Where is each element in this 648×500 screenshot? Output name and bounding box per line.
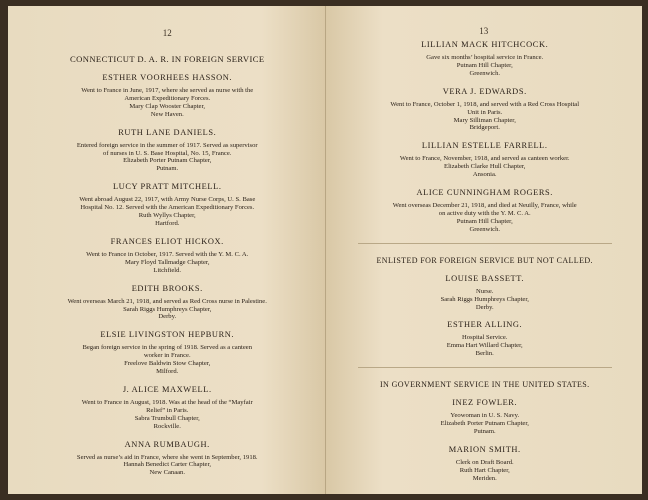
entry-text-line: Clerk on Draft Board. [455,458,514,466]
member-name: LILLIAN MACK HITCHCOCK. [421,40,549,49]
left-page [8,6,326,494]
entry-text-line: Rockville. [153,422,181,430]
entry-text-line: Gave six months’ hospital service in France. [426,54,544,61]
entry-text-line: Elizabeth Clarke Hull Chapter, [444,163,526,171]
member-entry [348,445,623,483]
right-page [326,6,643,494]
section-heading: IN GOVERNMENT SERVICE IN THE UNITED STATES. [379,380,590,390]
entry-text-line: Began foreign service in the spring of 1918. Served as a canteen [82,344,253,352]
entry-text-line: Greenwich. [469,69,501,77]
entry-text-line: Ruth Hart Chapter, [459,466,510,474]
member-entry [348,320,623,358]
member-name: VERA J. EDWARDS. [442,86,527,96]
entry-text-line: Went overseas December 21, 1918, and died at Neuilly, France, while [392,202,577,210]
page-heading: CONNECTICUT D. A. R. IN FOREIGN SERVICE [69,54,265,64]
member-name: INEZ FOWLER. [452,398,518,408]
entry-text-line: American Expeditionary Forces. [124,94,211,102]
entry-text-line: Milford. [156,368,179,376]
entry-text-line: Sarah Riggs Humphreys Chapter, [440,295,529,303]
book-spread [8,6,642,494]
entry-list [348,274,623,358]
entry-text-line: Mary Silliman Chapter, [453,116,516,124]
entry-text-line: Went to France in August, 1918. Was at the head of the “Mayfair [81,398,253,406]
entry-text-line: Putnam Hill Chapter, [456,61,513,69]
page-number: 12 [162,28,172,38]
entry-text-line: Went to France in October, 1917. Served with the Y. M. C. A. [86,250,249,258]
member-entry [30,128,305,174]
entry-text-line: Went to France, November, 1918, and served as canteen worker. [399,155,570,163]
divider [358,367,613,368]
entry-text-line: New Haven. [150,110,184,118]
entry-text-line: on active duty with the Y. M. C. A. [438,209,531,217]
entry-text-line: Mary Floyd Tallmadge Chapter, [125,258,210,266]
entry-text-line: Sarah Riggs Humphreys Chapter, [123,305,212,313]
member-entry [30,385,305,431]
entry-list [348,398,623,482]
entry-text-line: Emma Hart Willard Chapter, [446,342,523,350]
entry-text-line: Served as nurse’s aid in France, where she went in September, 1918. [76,453,258,461]
member-name: ESTHER ALLING. [447,320,523,330]
entry-text-line: Bridgeport. [469,124,500,132]
entry-text-line: Putnam. [473,427,496,435]
member-name: ELSIE LIVINGSTON HEPBURN. [100,330,235,340]
entry-text-line: Elizabeth Porter Putnam Chapter, [123,157,212,165]
member-entry [348,188,623,234]
entry-text-line: Sabra Trumbull Chapter, [134,414,200,422]
member-entry [30,284,305,322]
member-name: FRANCES ELIOT HICKOX. [110,236,224,246]
entry-text-line: Yeowoman in U. S. Navy. [450,412,520,420]
entry-text-line: Nurse. [476,287,494,295]
entry-text-line: Derby. [475,303,494,311]
member-entry [30,182,305,228]
member-name: ANNA RUMBAUGH. [124,439,210,449]
member-entry [348,40,623,78]
member-name: LOUISE BASSETT. [445,273,525,283]
member-entry [348,87,623,133]
entry-text-line: Litchfield. [153,266,182,274]
entry-text-line: New Canaan. [149,469,186,477]
member-name: J. ALICE MAXWELL. [122,384,212,394]
entry-text-line: of nurses in U. S. Base Hospital, No. 15, France. [103,149,232,157]
entry-text-line: Elizabeth Porter Putnam Chapter, [440,420,529,428]
entry-text-line: Putnam. [156,165,179,173]
member-entry [348,141,623,179]
member-name: ALICE CUNNINGHAM ROGERS. [416,188,554,198]
entry-text-line: worker in France. [143,352,191,360]
entry-text-line: Went abroad August 22, 1917, with Army Nurse Corps, U. S. Base [79,196,256,204]
member-entry [30,237,305,275]
entry-text-line: Berlin. [475,350,494,358]
entry-text-line: Entered foreign service in the summer of 1917. Served as supervisor [76,141,258,149]
entry-text-line: Hannah Benedict Carter Chapter, [123,461,212,469]
entry-text-line: Went to France in June, 1917, where she served as nurse with the [81,87,254,94]
page-number: 13 [479,26,489,36]
entry-text-line: Greenwich. [469,225,501,233]
member-name: LUCY PRATT MITCHELL. [112,182,222,192]
entry-text-line: Unit in Paris. [467,108,503,116]
entry-text-line: Ruth Wyllys Chapter, [138,212,196,220]
entry-text-line: Relief” in Paris. [146,406,189,414]
member-entry [30,440,305,478]
entry-text-line: Hartford. [155,219,180,227]
entry-text-line: Freelove Baldwin Stow Chapter, [124,360,211,368]
entry-text-line: Mary Clap Wooster Chapter, [129,102,206,110]
member-name: ESTHER VOORHEES HASSON. [102,73,233,82]
entry-list [348,40,623,234]
member-name: RUTH LANE DANIELS. [118,127,217,137]
entry-text-line: Putnam Hill Chapter, [456,217,513,225]
entry-text-line: Went to France, October 1, 1918, and served with a Red Cross Hospital [390,100,580,108]
member-name: MARION SMITH. [448,444,521,454]
member-entry [30,73,305,119]
entry-list [30,73,305,477]
member-name: EDITH BROOKS. [131,283,203,293]
entry-text-line: Ansonia. [472,171,497,179]
entry-text-line: Derby. [158,313,177,321]
entry-text-line: Meriden. [472,474,497,482]
member-entry [30,330,305,376]
entry-text-line: Went overseas March 21, 1918, and served as Red Cross nurse in Palestine. [67,297,267,305]
member-entry [348,398,623,436]
section-heading: ENLISTED FOR FOREIGN SERVICE BUT NOT CALLED. [376,255,593,265]
entry-text-line: Hospital Service. [462,334,508,342]
member-name: LILLIAN ESTELLE FARRELL. [421,141,548,151]
entry-text-line: Hospital No. 12. Served with the American Expeditionary Forces. [80,204,255,212]
member-entry [348,274,623,312]
divider [358,243,613,244]
